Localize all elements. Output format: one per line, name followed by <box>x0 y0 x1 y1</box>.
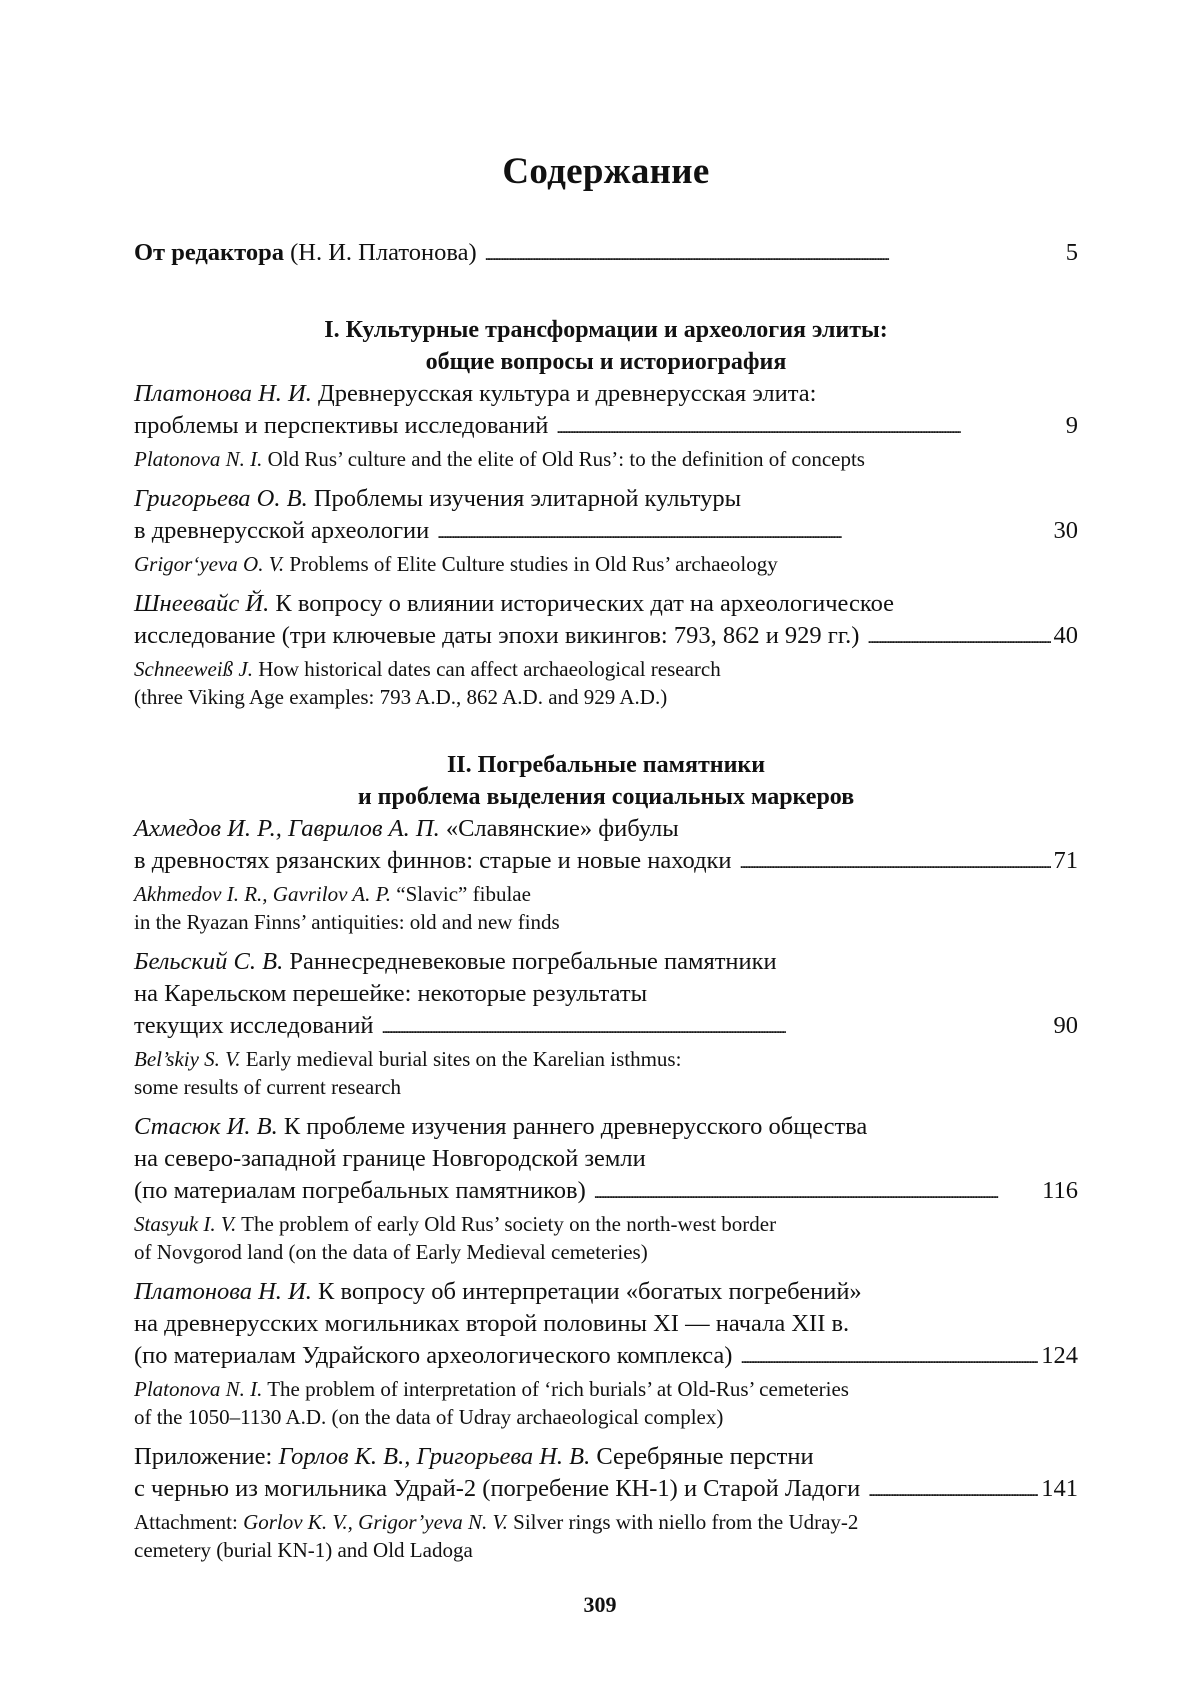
entry-author-en: Grigor‘yeva O. V. <box>134 552 285 576</box>
toc-entry: Шнеевайс Й. К вопросу о влиянии исторических дат на археологическое исследование (три ключевые даты эпохи викингов: 793, 862 и 929 гг.) . . . 40 Schneeweiß J. How historical dates can affect archaeological research (three Viking Age examples: 793 A.D., 862 A.D. and 929 A.D.) <box>134 588 1078 711</box>
leader-dots <box>485 237 1063 272</box>
page-title: Содержание <box>502 151 710 192</box>
page-ref: 71 <box>1053 847 1078 874</box>
toc-entry: Ахмедов И. Р., Гаврилов А. П. «Славянские» фибулы в древностях рязанских финнов: старые и новые находки . . . 71 Akhmedov I. R., Gavrilov A. P. “Slavic” fibulae in the Ryazan Finns’ antiquities: old and new finds <box>134 813 1078 936</box>
leader-dots <box>740 845 1051 880</box>
entry-author: Платонова Н. И. <box>134 380 312 407</box>
toc-entry: Стасюк И. В. К проблеме изучения раннего древнерусского общества на северо-западной границе Новгородской земли (по материалам погребальных памятников) . . . 116 Stasyuk I. V. The problem of early Old Rus’ society on the north-west border of Novgorod land (on the data of Early Medieval cemeteries) <box>134 1111 1078 1266</box>
page-number: 309 <box>583 1592 617 1617</box>
editor-label: От редактора <box>134 239 284 266</box>
editor-name: (Н. И. Платонова) <box>284 239 477 266</box>
entry-author: Горлов К. В., Григорьева Н. В. <box>278 1443 591 1470</box>
page-ref: 90 <box>1053 1012 1078 1039</box>
toc-entry: Бельский С. В. Раннесредневековые погребальные памятники на Карельском перешейке: некоторые результаты текущих исследований . . . 90 Bel’skiy S. V. Early medieval burial sites on the Karelian isthmus: some results of current research <box>134 946 1078 1101</box>
toc-editor-line <box>134 237 1078 272</box>
entry-author: Шнеевайс Й. <box>134 590 270 617</box>
page-ref: 30 <box>1053 517 1078 544</box>
toc-page <box>134 150 1078 1564</box>
page-ref: 116 <box>1042 1177 1078 1204</box>
page-ref: 141 <box>1041 1475 1078 1502</box>
toc-entry: Платонова Н. И. Древнерусская культура и древнерусская элита: проблемы и перспективы исследований . . . 9 Platonova N. I. Old Rus’ culture and the elite of Old Rus’: to the definition of concepts <box>134 378 1078 473</box>
section-heading-1: I. Культурные трансформации и археология элиты: общие вопросы и историография <box>324 317 888 375</box>
page-ref: 40 <box>1053 622 1078 649</box>
leader-dots <box>740 1340 1038 1375</box>
entry-author: Григорьева О. В. <box>134 485 308 512</box>
entry-author: Ахмедов И. Р., Гаврилов А. П. <box>134 815 440 842</box>
page-ref: 124 <box>1041 1342 1078 1369</box>
leader-dots <box>867 620 1050 655</box>
entry-author-en: Platonova N. I. <box>134 447 263 471</box>
entry-author-en: Bel’skiy S. V. <box>134 1047 241 1071</box>
page-ref: 5 <box>1065 239 1078 266</box>
entry-author-en: Gorlov K. V., Grigor’yeva N. V. <box>243 1510 508 1534</box>
entry-author: Платонова Н. И. <box>134 1278 312 1305</box>
leader-dots <box>382 1010 1051 1045</box>
leader-dots <box>594 1175 1039 1210</box>
leader-dots <box>868 1473 1038 1508</box>
entry-author-en: Platonova N. I. <box>134 1377 263 1401</box>
entry-author-en: Akhmedov I. R., Gavrilov A. P. <box>134 882 391 906</box>
toc-entry: Платонова Н. И. К вопросу об интерпретации «богатых погребений» на древнерусских могильниках второй половины XI — начала XII в. (по материалам Удрайского археологического комплекса) . . . 124 Platonova N. I. The problem of interpretation of ‘rich burials’ at Old-Rus’ cemeteries of the 1050–1130 A.D. (on the data of Udray archaeological complex) <box>134 1276 1078 1431</box>
entry-author: Бельский С. В. <box>134 948 284 975</box>
leader-dots <box>556 410 1062 445</box>
entry-author-en: Stasyuk I. V. <box>134 1212 237 1236</box>
section-heading-2: II. Погребальные памятники и проблема выделения социальных маркеров <box>357 752 855 810</box>
page-ref: 9 <box>1065 412 1078 439</box>
toc-entry: Григорьева О. В. Проблемы изучения элитарной культуры в древнерусской археологии . . . 30 Grigor‘yeva O. V. Problems of Elite Culture studies in Old Rus’ archaeology <box>134 483 1078 578</box>
entry-author: Стасюк И. В. <box>134 1113 278 1140</box>
entry-author-en: Schneeweiß J. <box>134 657 253 681</box>
leader-dots <box>437 515 1050 550</box>
toc-appendix: Приложение: Горлов К. В., Григорьева Н. В. Серебряные перстни с чернью из могильника Удрай-2 (погребение КН-1) и Старой Ладоги . . . 141 Attachment: Gorlov K. V., Grigor’yeva N. V. Silver rings with niello from the Udray-2 cemetery (burial KN-1) and Old Ladoga <box>134 1441 1078 1564</box>
